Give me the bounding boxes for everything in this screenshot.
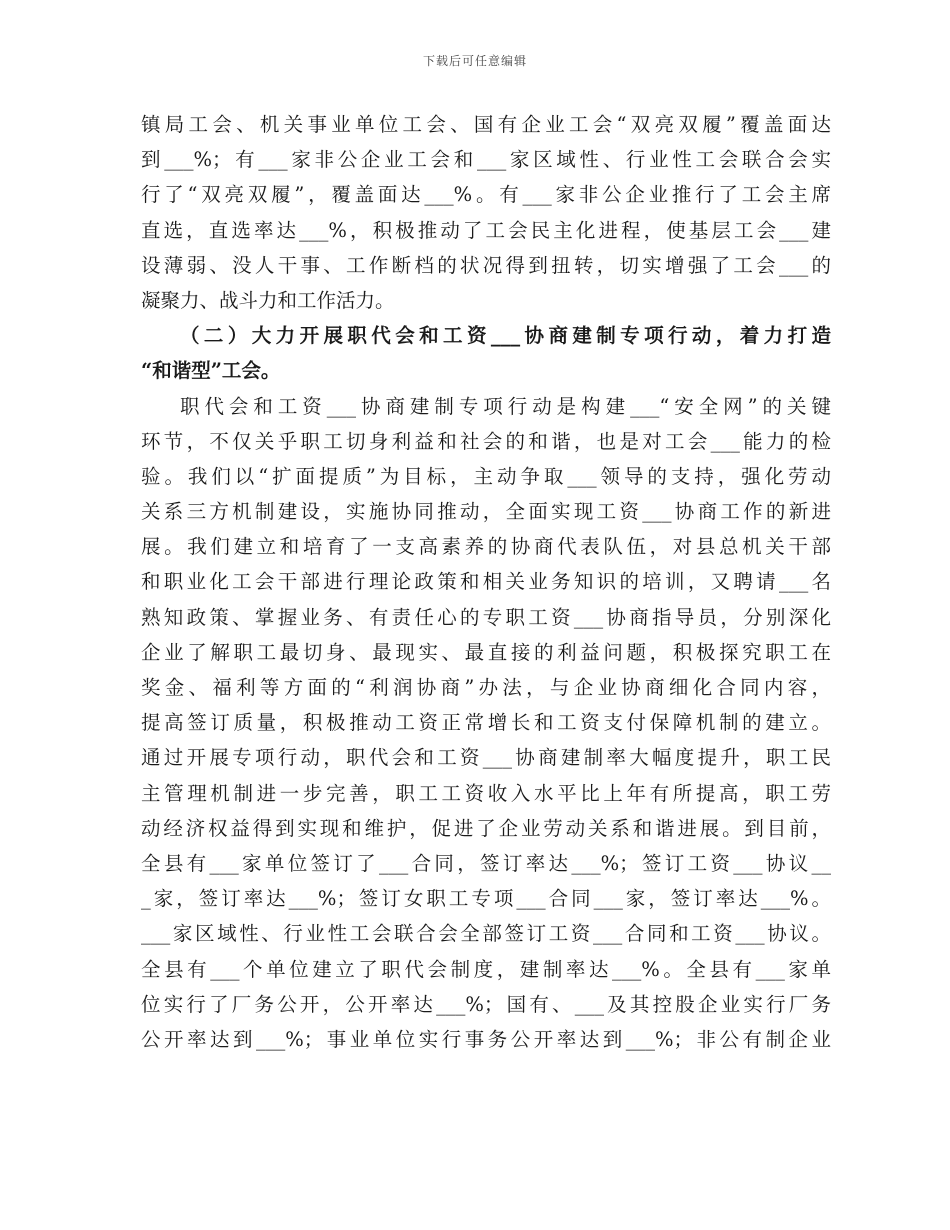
text-line: 动经济权益得到实现和维护，促进了企业劳动关系和谐进展。到目前， [141,816,831,840]
text-line: 关系三方机制建设，实施协同推动，全面实现工资___协商工作的新进 [141,500,831,524]
text-line: 凝聚力、战斗力和工作活力。 [141,288,395,312]
text-line: 镇局工会、机关事业单位工会、国有企业工会“双亮双履”覆盖面达 [141,113,831,136]
text-line: 职代会和工资___协商建制专项行动是构建___“安全网”的关键 [180,394,831,418]
text-line: 全县有___个单位建立了职代会制度，建制率达___%。全县有___家单 [141,957,831,981]
text-line: 通过开展专项行动，职代会和工资___协商建制率大幅度提升，职工民 [141,746,831,770]
section-heading-line: （二）大力开展职代会和工资___协商建制专项行动，着力打造 [180,324,831,348]
text-line: 奖金、福利等方面的“利润协商”办法，与企业协商细化合同内容， [141,676,831,699]
document-body [141,107,831,1057]
text-line: ___家区域性、行业性工会联合会全部签订工资___合同和工资___协议。 [141,922,831,946]
text-line: 位实行了厂务公开，公开率达___%；国有、___及其控股企业实行厂务 [141,992,831,1016]
text-line: 行了“双亮双履”，覆盖面达___%。有___家非公企业推行了工会主席 [141,183,831,207]
text-line: 公开率达到___%；事业单位实行事务公开率达到___%；非公有制企业 [141,1027,831,1051]
text-line: 展。我们建立和培育了一支高素养的协商代表队伍，对县总机关干部 [141,535,831,559]
text-line: 环节，不仅关乎职工切身利益和社会的和谐，也是对工会___能力的检 [141,429,831,453]
text-line: 和职业化工会干部进行理论政策和相关业务知识的培训，又聘请___名 [141,570,831,594]
text-line: 验。我们以“扩面提质”为目标，主动争取___领导的支持，强化劳动 [141,464,831,488]
text-line: 熟知政策、掌握业务、有责任心的专职工资___协商指导员，分别深化 [141,605,831,629]
page-header: 下载后可任意编辑 [422,54,527,68]
text-line: 到___%；有___家非公企业工会和___家区域性、行业性工会联合会实 [141,148,831,172]
section-heading-line: “和谐型”工会。 [141,359,281,383]
text-line: 设薄弱、没人干事、工作断档的状况得到扭转，切实增强了工会___的 [141,253,831,277]
text-line: 直选，直选率达___%，积极推动了工会民主化进程，使基层工会___建 [141,218,831,242]
text-line: 企业了解职工最切身、最现实、最直接的利益问题，积极探究职工在 [141,640,831,664]
text-line: 主管理机制进一步完善，职工工资收入水平比上年有所提高，职工劳 [141,781,831,805]
text-line: 全县有___家单位签订了___合同，签订率达___%；签订工资___协议__ [141,851,831,875]
text-line: 提高签订质量，积极推动工资正常增长和工资支付保障机制的建立。 [141,711,831,735]
text-line: _家，签订率达___%；签订女职工专项___合同___家，签订率达___%。 [141,887,831,911]
